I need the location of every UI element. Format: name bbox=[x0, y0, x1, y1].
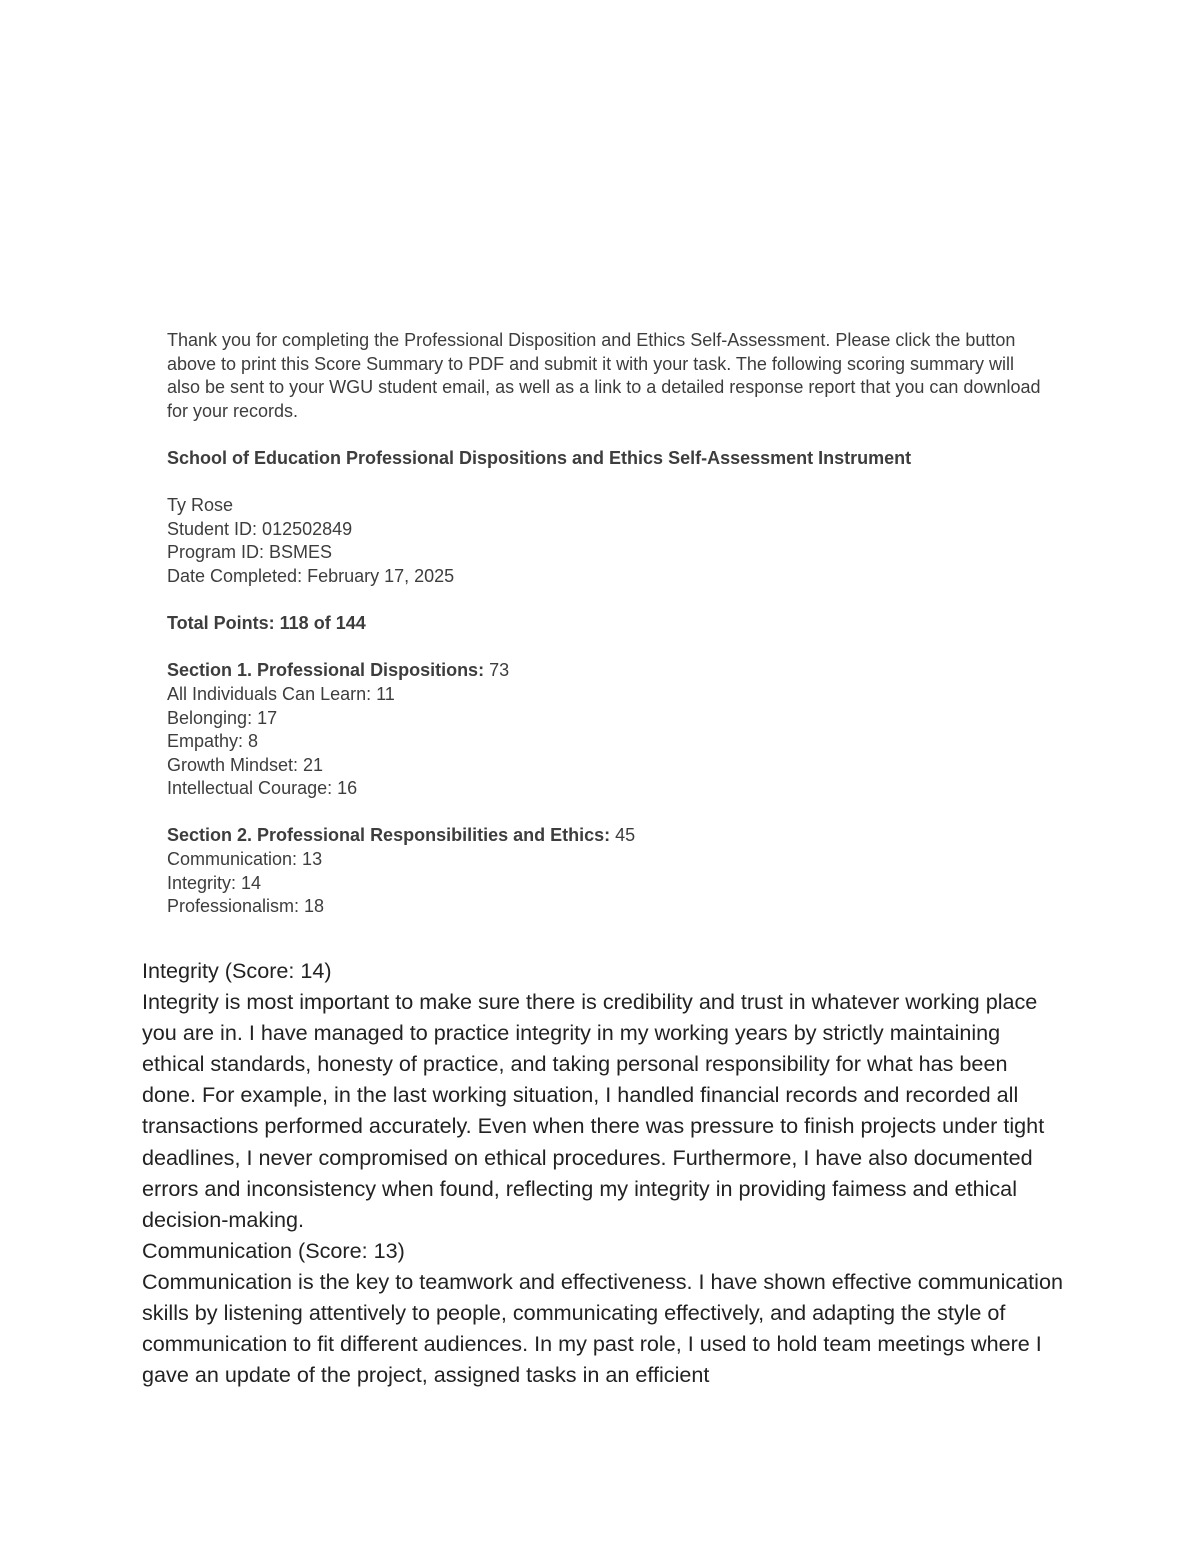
section-2-item: Integrity: 14 bbox=[167, 872, 262, 893]
communication-paragraph: Communication is the key to teamwork and effectiveness. I have shown effective communication skills by listening attentively to people, communicating effectively, and adapting the style of communication to fit different audiences. In my past role, I used to hold team meetings where I gave an update of the project, assigned tasks in an efficient bbox=[142, 1268, 1063, 1388]
section-2-item: Communication: 13 bbox=[167, 849, 323, 870]
section-1-header bbox=[167, 659, 1047, 683]
section-1-heading: Section 1. Professional Dispositions: bbox=[167, 660, 485, 681]
section-1 bbox=[167, 659, 1047, 801]
section-2 bbox=[167, 824, 1047, 918]
student-info bbox=[167, 494, 1047, 588]
section-2-heading: Section 2. Professional Responsibilities and Ethics: bbox=[167, 825, 611, 846]
section-2-score: 45 bbox=[610, 825, 636, 846]
intro-paragraph: Thank you for completing the Professional Disposition and Ethics Self-Assessment. Please click the button above to print this Score Summary to PDF and submit it with your task. The following scoring summary will also be sent to your WGU student email, as well as a link to a detailed response report that you can download for your records. bbox=[167, 330, 1041, 421]
score-summary bbox=[167, 329, 1047, 919]
section-1-item: All Individuals Can Learn: 11 bbox=[167, 683, 395, 704]
student-id: Student ID: 012502849 bbox=[167, 518, 353, 539]
integrity-heading: Integrity (Score: 14) bbox=[142, 958, 332, 983]
program-id: Program ID: BSMES bbox=[167, 542, 333, 563]
section-2-header bbox=[167, 824, 1047, 848]
essay-body bbox=[142, 955, 1067, 1390]
integrity-paragraph: Integrity is most important to make sure there is credibility and trust in whatever working place you are in. I have managed to practice integrity in my working years by strictly maintaining ethical standards, honesty of practice, and taking personal responsibility for what has been done. For example, in the last working situation, I handled financial records and recorded all transactions performed accurately. Even when there was pressure to finish projects under tight deadlines, I never compromised on ethical procedures. Furthermore, I have also documented errors and inconsistency when found, reflecting my integrity in providing faimess and ethical decision-making. bbox=[142, 989, 1045, 1232]
communication-heading: Communication (Score: 13) bbox=[142, 1237, 405, 1263]
total-points: Total Points: 118 of 144 bbox=[167, 613, 366, 634]
section-1-item: Growth Mindset: 21 bbox=[167, 754, 324, 775]
section-1-score: 73 bbox=[484, 660, 510, 681]
section-2-item: Professionalism: 18 bbox=[167, 896, 325, 917]
student-name: Ty Rose bbox=[167, 495, 234, 516]
instrument-title: School of Education Professional Dispositions and Ethics Self-Assessment Instrument bbox=[167, 447, 912, 468]
date-completed: Date Completed: February 17, 2025 bbox=[167, 565, 455, 586]
section-1-item: Empathy: 8 bbox=[167, 731, 259, 752]
section-1-item: Belonging: 17 bbox=[167, 707, 278, 728]
section-1-item: Intellectual Courage: 16 bbox=[167, 778, 358, 799]
